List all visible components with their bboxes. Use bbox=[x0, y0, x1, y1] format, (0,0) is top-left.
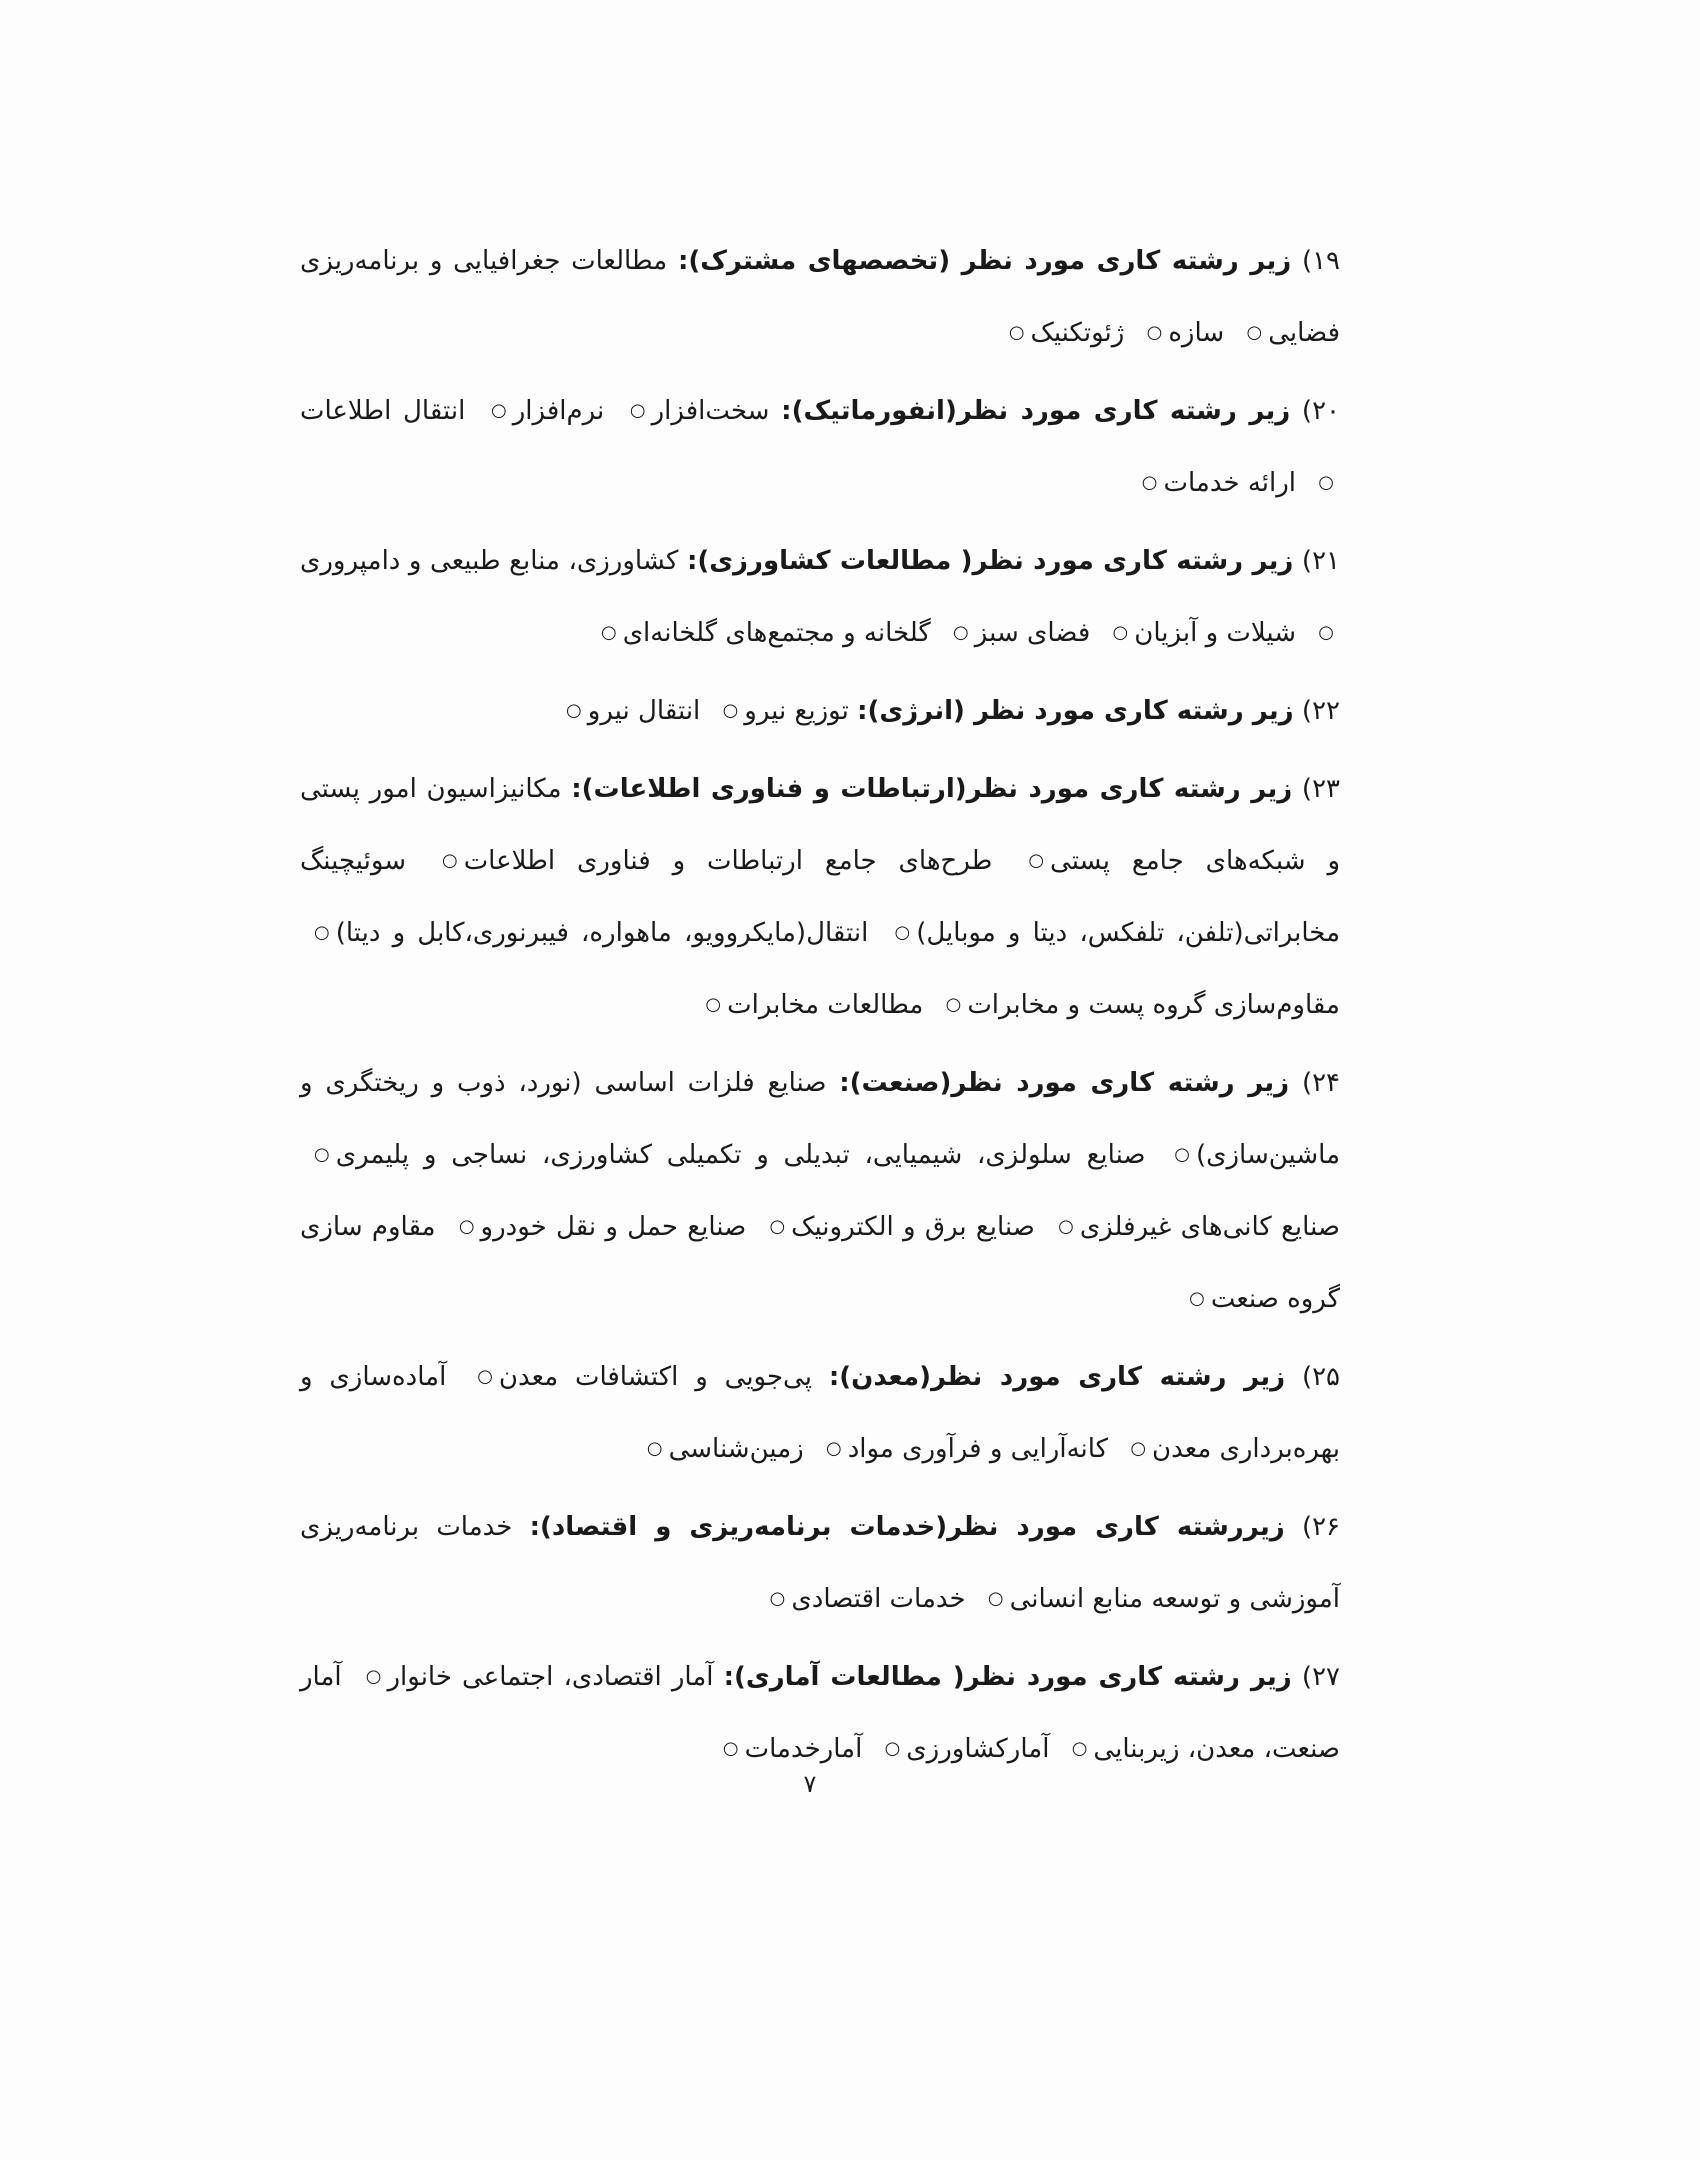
page-number: ۷ bbox=[803, 1770, 817, 1798]
option-choice[interactable] bbox=[633, 1434, 804, 1464]
subfield-item bbox=[300, 375, 1340, 519]
option-choice[interactable] bbox=[1099, 618, 1296, 648]
option-choice[interactable] bbox=[691, 990, 923, 1020]
option-label: خدمات برنامه‌ریزی آموزشی و توسعه منابع انسانی bbox=[300, 1512, 1340, 1614]
option-choice[interactable] bbox=[932, 990, 1340, 1020]
subfield-item bbox=[300, 225, 1340, 369]
item-number: ۲۳) bbox=[1301, 774, 1341, 804]
subfield-item bbox=[300, 525, 1340, 669]
radio-circle-icon[interactable]: ○ bbox=[1141, 472, 1158, 493]
radio-circle-icon[interactable]: ○ bbox=[1246, 322, 1263, 343]
option-label: شیلات و آبزیان bbox=[1134, 618, 1297, 648]
radio-circle-icon[interactable]: ○ bbox=[1146, 322, 1163, 343]
radio-circle-icon[interactable]: ○ bbox=[1008, 322, 1025, 343]
option-choice[interactable] bbox=[871, 1734, 1050, 1764]
option-label: گلخانه و مجتمع‌های گلخانه‌ای bbox=[622, 618, 931, 648]
option-choice[interactable] bbox=[300, 1140, 1146, 1170]
radio-circle-icon[interactable]: ○ bbox=[1071, 1738, 1088, 1759]
radio-circle-icon[interactable]: ○ bbox=[600, 622, 617, 643]
item-heading: زیر رشته کاری مورد نظر (تخصصهای مشترک): bbox=[677, 246, 1292, 276]
radio-circle-icon[interactable]: ○ bbox=[769, 1588, 786, 1609]
option-choice[interactable] bbox=[995, 318, 1125, 348]
radio-circle-icon[interactable]: ○ bbox=[894, 922, 911, 943]
item-number: ۱۹) bbox=[1301, 246, 1341, 276]
item-heading: زیر رشته کاری مورد نظر(صنعت): bbox=[839, 1068, 1290, 1098]
radio-circle-icon[interactable]: ○ bbox=[314, 922, 330, 943]
radio-circle-icon[interactable]: ○ bbox=[1318, 472, 1334, 493]
radio-circle-icon[interactable]: ○ bbox=[722, 1738, 739, 1759]
item-heading: زیر رشته کاری مورد نظر(معدن): bbox=[828, 1362, 1286, 1392]
radio-circle-icon[interactable]: ○ bbox=[314, 1144, 330, 1165]
item-heading: زیر رشته کاری مورد نظر( مطالعات آماری): bbox=[723, 1662, 1292, 1692]
option-choice[interactable] bbox=[939, 618, 1090, 648]
option-label: ژئوتکنیک bbox=[1030, 318, 1125, 348]
subfield-item bbox=[300, 753, 1340, 1041]
option-label: توزیع نیرو bbox=[744, 696, 849, 726]
option-choice[interactable] bbox=[755, 1212, 1034, 1242]
item-number: ۲۶) bbox=[1301, 1512, 1341, 1542]
option-label: آمارکشاورزی bbox=[906, 1734, 1050, 1764]
option-label: نرم‌افزار bbox=[512, 396, 605, 426]
item-number: ۲۵) bbox=[1301, 1362, 1341, 1392]
subfield-list bbox=[300, 225, 1340, 1791]
radio-circle-icon[interactable]: ○ bbox=[491, 400, 507, 421]
option-label: انتقال اطلاعات bbox=[300, 396, 466, 426]
option-choice[interactable] bbox=[352, 1662, 714, 1692]
option-label: مقاوم‌سازی گروه پست و مخابرات bbox=[967, 990, 1340, 1020]
subfield-item bbox=[300, 1341, 1340, 1485]
option-choice[interactable] bbox=[709, 1734, 862, 1764]
radio-circle-icon[interactable]: ○ bbox=[722, 700, 739, 721]
option-label: سخت‌افزار bbox=[651, 396, 770, 426]
option-label: سوئیچینگ مخابراتی(تلفن، تلفکس، دیتا و موبایل) bbox=[300, 846, 1341, 948]
item-number: ۲۷) bbox=[1301, 1662, 1340, 1692]
radio-circle-icon[interactable]: ○ bbox=[1058, 1216, 1074, 1237]
radio-circle-icon[interactable]: ○ bbox=[365, 1666, 382, 1687]
radio-circle-icon[interactable]: ○ bbox=[646, 1438, 663, 1459]
option-choice[interactable] bbox=[709, 696, 849, 726]
option-label: آمارخدمات bbox=[744, 1734, 863, 1764]
radio-circle-icon[interactable]: ○ bbox=[825, 1438, 842, 1459]
item-heading: زیر رشته کاری مورد نظر(ارتباطات و فناوری اطلاعات): bbox=[571, 774, 1293, 804]
subfield-item bbox=[300, 1047, 1340, 1335]
option-label: زمین‌شناسی bbox=[668, 1434, 804, 1464]
radio-circle-icon[interactable]: ○ bbox=[945, 994, 962, 1015]
option-choice[interactable] bbox=[1044, 1212, 1340, 1242]
option-label: انتقال نیرو bbox=[587, 696, 701, 726]
radio-circle-icon[interactable]: ○ bbox=[441, 850, 458, 871]
radio-circle-icon[interactable]: ○ bbox=[1189, 1288, 1205, 1309]
item-number: ۲۲) bbox=[1301, 696, 1340, 726]
option-choice[interactable] bbox=[300, 918, 868, 948]
option-label: کشاورزی، منابع طبیعی و دامپروری bbox=[300, 546, 679, 576]
option-label: صنایع کانی‌های غیرفلزی bbox=[1079, 1212, 1340, 1242]
option-label: کانه‌آرایی و فرآوری مواد bbox=[847, 1434, 1109, 1464]
option-label: خدمات اقتصادی bbox=[791, 1584, 966, 1614]
radio-circle-icon[interactable]: ○ bbox=[987, 1588, 1004, 1609]
option-choice[interactable] bbox=[428, 846, 992, 876]
option-label: آماده‌سازی و بهره‌برداری معدن bbox=[300, 1362, 1340, 1464]
option-label: صنایع سلولزی، شیمیایی، تبدیلی و تکمیلی کشاورزی، نساجی و پلیمری bbox=[335, 1140, 1146, 1170]
item-heading: زیررشته کاری مورد نظر(خدمات برنامه‌ریزی و اقتصاد): bbox=[529, 1512, 1285, 1542]
radio-circle-icon[interactable]: ○ bbox=[769, 1216, 786, 1237]
option-label: صنایع حمل و نقل خودرو bbox=[480, 1212, 747, 1242]
option-label: مکانیزاسیون امور پستی و شبکه‌های جامع پستی bbox=[300, 774, 1341, 876]
option-choice[interactable] bbox=[463, 1362, 812, 1392]
radio-circle-icon[interactable]: ○ bbox=[1174, 1144, 1190, 1165]
radio-circle-icon[interactable]: ○ bbox=[458, 1216, 475, 1237]
radio-circle-icon[interactable]: ○ bbox=[884, 1738, 901, 1759]
option-choice[interactable] bbox=[756, 1584, 966, 1614]
subfield-item bbox=[300, 1491, 1340, 1635]
subfield-item bbox=[300, 1641, 1340, 1785]
option-label: ارائه خدمات bbox=[1163, 468, 1297, 498]
option-label: سازه bbox=[1168, 318, 1225, 348]
option-label: انتقال(مایکروویو، ماهواره، فیبرنوری،کابل و دیتا) bbox=[335, 918, 869, 948]
option-choice[interactable] bbox=[812, 1434, 1108, 1464]
subfield-item bbox=[300, 675, 1340, 747]
radio-circle-icon[interactable]: ○ bbox=[1130, 1438, 1147, 1459]
option-label: پی‌جویی و اکتشافات معدن bbox=[498, 1362, 812, 1392]
radio-circle-icon[interactable]: ○ bbox=[566, 700, 582, 721]
option-label: طرح‌های جامع ارتباطات و فناوری اطلاعات bbox=[463, 846, 993, 876]
radio-circle-icon[interactable]: ○ bbox=[953, 622, 969, 643]
option-label: آمار صنعت، معدن، زیربنایی bbox=[300, 1662, 1340, 1764]
option-choice[interactable] bbox=[477, 396, 604, 426]
option-choice[interactable] bbox=[1133, 318, 1225, 348]
radio-circle-icon[interactable]: ○ bbox=[629, 400, 646, 421]
radio-circle-icon[interactable]: ○ bbox=[1112, 622, 1129, 643]
option-choice[interactable] bbox=[587, 618, 931, 648]
item-heading: زیر رشته کاری مورد نظر( مطالعات کشاورزی): bbox=[686, 546, 1294, 576]
item-heading: زیر رشته کاری مورد نظر(انفورماتیک): bbox=[781, 396, 1291, 426]
radio-circle-icon[interactable]: ○ bbox=[705, 994, 722, 1015]
option-choice[interactable] bbox=[552, 696, 700, 726]
option-label: مقاوم سازی گروه صنعت bbox=[300, 1212, 1340, 1314]
radio-circle-icon[interactable]: ○ bbox=[1318, 622, 1334, 643]
item-number: ۲۰) bbox=[1301, 396, 1340, 426]
option-label: فضای سبز bbox=[974, 618, 1091, 648]
item-number: ۲۱) bbox=[1301, 546, 1340, 576]
option-label: صنایع فلزات اساسی (نورد، ذوب و ریختگری و ماشین‌سازی) bbox=[300, 1068, 1341, 1170]
item-number: ۲۴) bbox=[1301, 1068, 1341, 1098]
option-label: آمار اقتصادی، اجتماعی خانوار bbox=[387, 1662, 714, 1692]
radio-circle-icon[interactable]: ○ bbox=[477, 1366, 493, 1387]
radio-circle-icon[interactable]: ○ bbox=[1028, 850, 1045, 871]
item-heading: زیر رشته کاری مورد نظر (انرژی): bbox=[857, 696, 1294, 726]
option-label: مطالعات جغرافیایی و برنامه‌ریزی فضایی bbox=[300, 246, 1340, 348]
option-choice[interactable] bbox=[1128, 468, 1296, 498]
option-choice[interactable] bbox=[445, 1212, 746, 1242]
option-label: صنایع برق و الکترونیک bbox=[791, 1212, 1035, 1242]
option-label: مطالعات مخابرات bbox=[727, 990, 924, 1020]
option-choice[interactable] bbox=[616, 396, 770, 426]
